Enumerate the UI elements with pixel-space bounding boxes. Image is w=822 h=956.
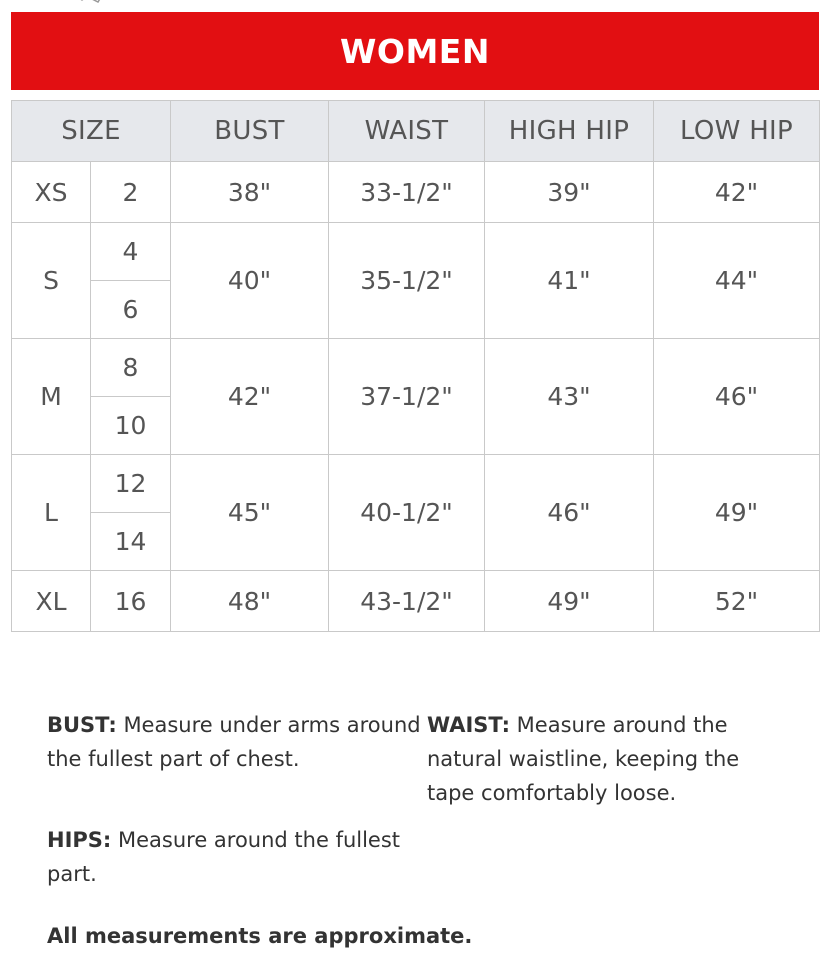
bust-note [47, 708, 427, 776]
size-letter: XS [12, 162, 91, 223]
table-row [12, 455, 820, 513]
high-hip-value: 49" [485, 571, 654, 632]
size-number: 10 [91, 397, 171, 455]
size-letter: XL [12, 571, 91, 632]
bust-value: 42" [171, 339, 329, 455]
bust-note-term: BUST: [47, 713, 117, 737]
high-hip-value: 39" [485, 162, 654, 223]
size-letter: M [12, 339, 91, 455]
size-letter: L [12, 455, 91, 571]
high-hip-value: 46" [485, 455, 654, 571]
bust-value: 40" [171, 223, 329, 339]
size-number: 12 [91, 455, 171, 513]
banner-title: WOMEN [340, 31, 490, 71]
hips-note [47, 823, 427, 891]
header-bust: BUST [171, 101, 329, 162]
header-low-hip: LOW HIP [654, 101, 820, 162]
size-chart-table [11, 100, 820, 632]
women-banner [11, 12, 819, 90]
size-number: 4 [91, 223, 171, 281]
hips-note-term: HIPS: [47, 828, 112, 852]
low-hip-value: 46" [654, 339, 820, 455]
waist-value: 43-1/2" [329, 571, 485, 632]
table-row [12, 339, 820, 397]
waist-value: 33-1/2" [329, 162, 485, 223]
table-header-row [12, 101, 820, 162]
logo-fragment-icon [68, 0, 108, 6]
waist-value: 35-1/2" [329, 223, 485, 339]
size-letter: S [12, 223, 91, 339]
disclaimer-note: All measurements are approximate. [47, 924, 473, 948]
bust-value: 48" [171, 571, 329, 632]
size-number: 14 [91, 513, 171, 571]
high-hip-value: 41" [485, 223, 654, 339]
bust-value: 45" [171, 455, 329, 571]
table-row [12, 571, 820, 632]
low-hip-value: 52" [654, 571, 820, 632]
waist-value: 40-1/2" [329, 455, 485, 571]
waist-note-text: Measure around the natural waistline, keeping the tape comfortably loose. [427, 713, 740, 805]
size-number: 8 [91, 339, 171, 397]
waist-note [427, 708, 787, 810]
table-row [12, 162, 820, 223]
header-high-hip: HIGH HIP [485, 101, 654, 162]
low-hip-value: 44" [654, 223, 820, 339]
low-hip-value: 42" [654, 162, 820, 223]
size-number: 2 [91, 162, 171, 223]
bust-note-text: Measure under arms around the fullest part of chest. [47, 713, 421, 771]
low-hip-value: 49" [654, 455, 820, 571]
hips-note-text: Measure around the fullest part. [47, 828, 401, 886]
header-waist: WAIST [329, 101, 485, 162]
size-number: 6 [91, 281, 171, 339]
high-hip-value: 43" [485, 339, 654, 455]
bust-value: 38" [171, 162, 329, 223]
waist-value: 37-1/2" [329, 339, 485, 455]
size-number: 16 [91, 571, 171, 632]
waist-note-term: WAIST: [427, 713, 510, 737]
header-size: SIZE [12, 101, 171, 162]
table-row [12, 223, 820, 281]
